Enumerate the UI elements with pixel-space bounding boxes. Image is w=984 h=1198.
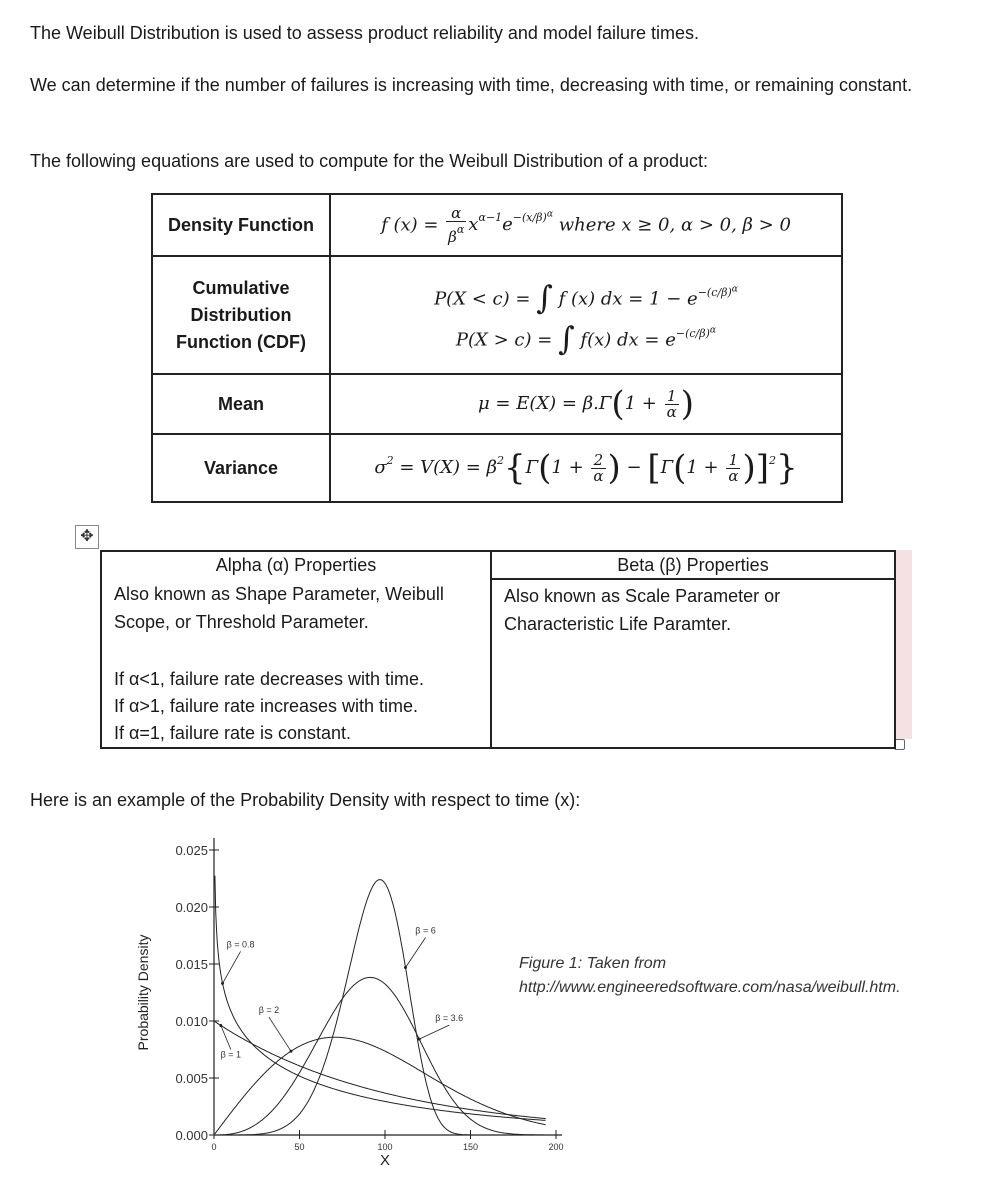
cdf-formula: P(X < c) = ∫ f (x) dx = $1 - e^{-(c/\beta)^\alpha}$ P(X > c) = ∫ f(x) dx = $e^{-(c/\beta)^\alpha}$ (330, 256, 842, 374)
annotation-label: β = 6 (415, 925, 436, 936)
example-intro: Here is an example of the Probability Density with respect to time (x): (30, 790, 581, 810)
beta-properties-cell (491, 551, 895, 748)
x-tick-label: 50 (294, 1142, 305, 1152)
alpha-properties-cell (101, 551, 491, 748)
y-tick-label: 0.025 (175, 843, 208, 858)
annotation-arrow (419, 1025, 449, 1039)
alpha-rule: If α>1, failure rate increases with time. (114, 696, 419, 716)
annotation-arrowhead (289, 1050, 292, 1053)
annotation-label: β = 3.6 (435, 1013, 464, 1024)
properties-table (100, 550, 896, 749)
mean-formula: μ = E(X) = β.Γ(1 + $\frac{1}{\alpha}$ ) (330, 374, 842, 434)
alpha-rules (102, 638, 490, 747)
curve-shape-0-8 (215, 876, 546, 1121)
y-tick-label: 0.005 (175, 1071, 208, 1086)
weibull-density-chart (130, 825, 590, 1175)
equations-table (151, 193, 843, 503)
alpha-heading: Alpha (α) Properties (215, 555, 377, 575)
annotation-arrowhead (221, 982, 224, 985)
alpha-rule: If α=1, failure rate is constant. (114, 723, 352, 743)
figure-caption (519, 952, 901, 1000)
caption-line-2: http://www.engineeredsoftware.com/nasa/weibull.htm. (519, 979, 901, 996)
caption-line-1: Figure 1: Taken from (519, 955, 667, 972)
density-label: Density Function (152, 194, 330, 256)
chart-axes (175, 838, 563, 1152)
curve-shape-1 (215, 1022, 546, 1119)
table-selection-bar (894, 550, 912, 739)
intro-paragraph-2: We can determine if the number of failures is increasing with time, decreasing with time, or remaining constant. (30, 75, 913, 95)
x-axis-label: X (379, 1152, 391, 1169)
curve-shape-3-6 (215, 977, 546, 1135)
y-tick-label: 0.010 (175, 1014, 208, 1029)
y-tick-label: 0.020 (175, 900, 208, 915)
density-formula: f (x) = $\frac{\alpha}{\beta^\alpha}$ $x^{\alpha-1}e^{-(x/\beta)^\alpha}$ where x ≥ 0, α > 0, β > 0 (330, 194, 842, 256)
curve-shape-2 (215, 1037, 546, 1134)
density-condition: where x ≥ 0, α > 0, β > 0 (558, 214, 791, 235)
annotation-arrow (223, 951, 241, 983)
intro-paragraph-3: The following equations are used to compute for the Weibull Distribution of a product: (30, 151, 709, 171)
annotation-label: β = 0.8 (226, 939, 255, 950)
annotation-label: β = 1 (220, 1049, 242, 1060)
y-tick-label: 0.000 (175, 1128, 208, 1143)
x-tick-label: 150 (462, 1142, 479, 1152)
annotation-arrowhead (219, 1024, 222, 1027)
x-tick-label: 0 (211, 1142, 217, 1152)
y-axis-label: Probability Density (135, 934, 151, 1051)
annotation-arrowhead (418, 1038, 421, 1041)
table-move-handle-icon[interactable]: ✥ (75, 525, 99, 549)
annotation-arrow (406, 938, 426, 968)
annotation-arrowhead (404, 966, 407, 969)
variance-formula: $\sigma^2 = V(X) = \beta^2\{\Gamma(1$ + $\frac{2}{\alpha}$ ) − [Γ(1 + $\frac{1}{\alpha}$ )]$^2$} (330, 434, 842, 502)
cdf-label: Cumulative Distribution Function (CDF) (152, 256, 330, 374)
annotation-arrow (269, 1017, 291, 1051)
beta-heading: Beta (β) Properties (492, 552, 894, 580)
alpha-rule: If α<1, failure rate decreases with time. (114, 669, 425, 689)
x-tick-label: 100 (377, 1142, 393, 1152)
annotation-label: β = 2 (258, 1005, 280, 1016)
x-tick-label: 200 (548, 1142, 564, 1152)
mean-label: Mean (152, 374, 330, 434)
variance-label: Variance (152, 434, 330, 502)
beta-description: Also known as Scale Parameter or Characteristic Life Paramter. (504, 586, 781, 634)
intro-paragraph-1: The Weibull Distribution is used to assess product reliability and model failure times. (30, 23, 699, 43)
chart-annotations (219, 926, 463, 1060)
y-tick-label: 0.015 (175, 957, 208, 972)
alpha-description: Also known as Shape Parameter, Weibull Scope, or Threshold Parameter. (114, 584, 444, 632)
